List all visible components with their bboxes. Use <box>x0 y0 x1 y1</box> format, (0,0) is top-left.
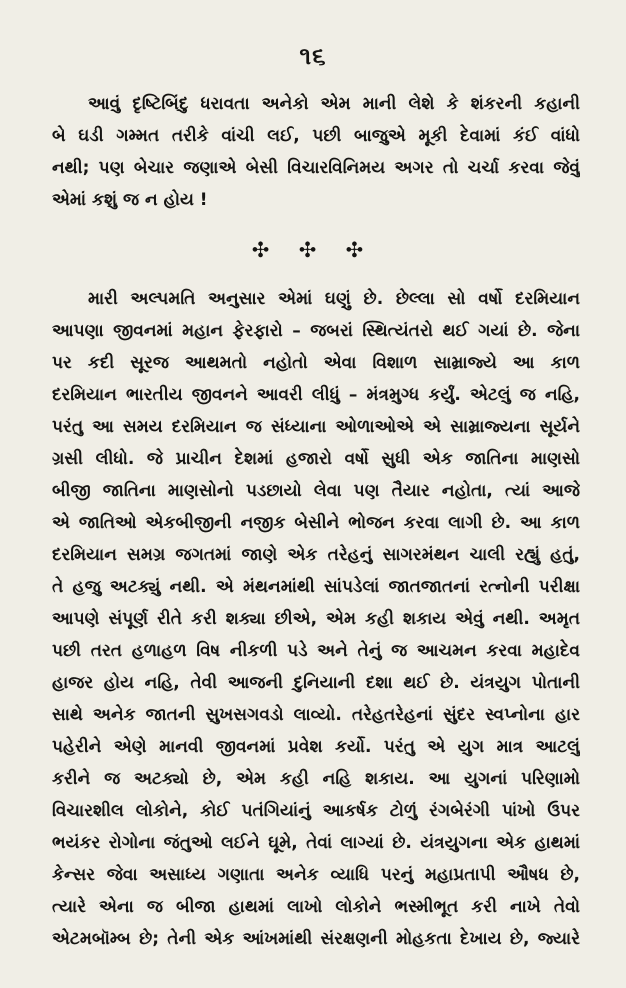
text-line: આપણા જીવનમાં મહાન ફેરફારો – જબરાં સ્થિત્યંતરો થઈ ગયાં છે. જેના <box>52 321 580 341</box>
text-line: પરંતુ આ સમય દરમિયાન જ સંધ્યાના ઓળાઓએ એ સામ્રાજ્યના સૂર્યને <box>52 417 580 437</box>
text-line: એ જાતિઓ એકબીજીની નજીક બેસીને ભોજન કરવા લાગી છે. આ કાળ <box>52 513 580 533</box>
text-line: કરીને જ અટક્યો છે, એમ કહી નહિ શકાય. આ યુગનાં પરિણામો <box>52 769 580 789</box>
text-line: બે ઘડી ગમ્મત તરીકે વાંચી લઈ, પછી બાજુએ મૂકી દેવામાં કંઈ વાંધો <box>52 126 580 146</box>
text-line: પર કદી સૂરજ આથમતો નહોતો એવા વિશાળ સામ્રાજ્યે આ કાળ <box>52 353 580 373</box>
text-line: નથી; પણ બેચાર જણાએ બેસી વિચારવિનિમય અગર તો ચર્ચા કરવા જેવું <box>52 158 580 178</box>
paragraph-2 <box>52 283 580 955</box>
text-line: એટમબૉમ્બ છે; તેની એક આંખમાંથી સંરક્ષણની મોહકતા દેખાય છે, જ્યારે <box>52 929 580 949</box>
text-line: મારી અલ્પમતિ અનુસાર એમાં ઘણું છે. છેલ્લા સો વર્ષો દરમિયાન <box>88 289 580 309</box>
text-line: ભયંકર રોગોના જંતુઓ લઈને ઘૂમે, તેવાં લાગ્યાં છે. યંત્રયુગના એક હાથમાં <box>52 833 580 853</box>
text-line: તે હજુ અટક્યું નથી. એ મંથનમાંથી સાંપડેલાં જાતજાતનાં રત્નોની પરીક્ષા <box>52 577 580 597</box>
text-line: કેન્સર જેવા અસાધ્ય ગણાતા અનેક વ્યાધિ પરનું મહાપ્રતાપી ઔષધ છે, <box>52 865 580 885</box>
text-line: ગ્રસી લીધો. જે પ્રાચીન દેશમાં હજારો વર્ષો સુધી એક જાતિના માણસો <box>52 449 580 469</box>
paragraph-1 <box>52 88 580 216</box>
text-line: ત્યારે એના જ બીજા હાથમાં લાખો લોકોને ભસ્મીભૂત કરી નાખે તેવો <box>52 897 580 917</box>
text-line: દરમિયાન ભારતીય જીવનને આવરી લીધું – મંત્રમુગ્ધ કર્યું. એટલું જ નહિ, <box>52 385 580 405</box>
text-line: પહેરીને એણે માનવી જીવનમાં પ્રવેશ કર્યો. પરંતુ એ યુગ માત્ર આટલું <box>52 737 580 757</box>
text-line: આપણે સંપૂર્ણ રીતે કરી શક્યા છીએ, એમ કહી શકાય એવું નથી. અમૃત <box>52 609 580 629</box>
text-line: હાજર હોય નહિ, તેવી આજની દુનિયાની દશા થઈ છે. યંત્રયુગ પોતાની <box>52 673 580 693</box>
text-line: બીજી જાતિના માણસોનો પડછાયો લેવા પણ તૈયાર નહોતા, ત્યાં આજે <box>52 481 580 501</box>
text-line: સાથે અનેક જાતની સુખસગવડો લાવ્યો. તરેહતરેહનાં સુંદર સ્વપ્નોના હાર <box>52 705 580 725</box>
page-number: ૧૬ <box>299 42 327 70</box>
text-line: આવું દૃષ્ટિબિંદુ ધરાવતા અનેકો એમ માની લેશે કે શંકરની કહાની <box>88 94 580 114</box>
text-line: દરમિયાન સમગ્ર જગતમાં જાણે એક તરેહનું સાગરમંથન ચાલી રહ્યું હતું, <box>52 545 580 565</box>
text-line: પછી તરત હળાહળ વિષ નીકળી પડે અને તેનું જ આચમન કરવા મહાદેવ <box>52 641 580 661</box>
text-line: એમાં કશું જ ન હોય ! <box>52 190 208 210</box>
text-line: વિચારશીલ લોકોને, કોઈ પતંગિયાંનું આકર્ષક ટોળું રંગબેરંગી પાંખો ઉપર <box>52 801 580 821</box>
section-break-ornament: ✣ ✣ ✣ <box>251 238 375 262</box>
